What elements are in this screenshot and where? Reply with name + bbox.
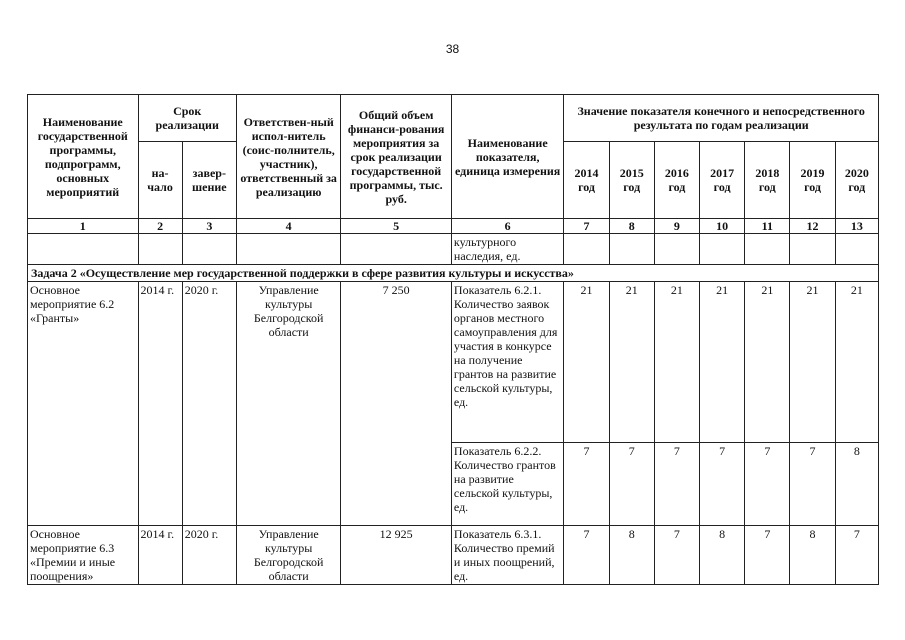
col-header-name: Наименование государственной программы, подпрограмм, основных мероприятий bbox=[28, 95, 139, 219]
column-number: 4 bbox=[236, 219, 340, 234]
column-number: 2 bbox=[138, 219, 182, 234]
continuation-row bbox=[28, 234, 879, 265]
indicator-text: Показатель 6.3.1. Количество премий и иных поощрений, ед. bbox=[451, 526, 564, 585]
header-row-1 bbox=[28, 95, 879, 142]
col-header-year: 2020 год bbox=[835, 142, 878, 219]
indicator-value: 7 bbox=[745, 443, 790, 526]
activity-name: Основное мероприятие 6.3 «Премии и иные поощрения» bbox=[28, 526, 139, 585]
funding: 12 925 bbox=[341, 526, 452, 585]
indicator-value: 8 bbox=[609, 526, 654, 585]
end-year: 2020 г. bbox=[182, 282, 236, 526]
start-year: 2014 г. bbox=[138, 526, 182, 585]
col-header-indicator: Наименование показателя, единица измерения bbox=[451, 95, 564, 219]
table-row bbox=[28, 526, 879, 585]
indicator-value: 7 bbox=[654, 526, 699, 585]
col-header-year: 2018 год bbox=[745, 142, 790, 219]
col-header-end: завер-шение bbox=[182, 142, 236, 219]
activity-name: Основное мероприятие 6.2 «Гранты» bbox=[28, 282, 139, 526]
column-number: 8 bbox=[609, 219, 654, 234]
indicator-value: 21 bbox=[609, 282, 654, 443]
col-header-start: на-чало bbox=[138, 142, 182, 219]
indicator-value: 21 bbox=[790, 282, 835, 443]
table-row bbox=[28, 282, 879, 443]
indicator-value: 7 bbox=[745, 526, 790, 585]
indicator-value: 8 bbox=[700, 526, 745, 585]
task-row bbox=[28, 265, 879, 282]
indicator-value: 7 bbox=[564, 443, 609, 526]
column-number-row bbox=[28, 219, 879, 234]
indicator-value: 7 bbox=[790, 443, 835, 526]
indicator-value: 7 bbox=[609, 443, 654, 526]
column-number: 13 bbox=[835, 219, 878, 234]
indicator-value: 7 bbox=[835, 526, 878, 585]
column-number: 7 bbox=[564, 219, 609, 234]
column-number: 9 bbox=[654, 219, 699, 234]
col-header-period: Срок реализации bbox=[138, 95, 236, 142]
indicator-value: 7 bbox=[654, 443, 699, 526]
indicator-value: 21 bbox=[745, 282, 790, 443]
indicator-value: 21 bbox=[835, 282, 878, 443]
col-header-year: 2019 год bbox=[790, 142, 835, 219]
col-header-year: 2014 год bbox=[564, 142, 609, 219]
funding: 7 250 bbox=[341, 282, 452, 526]
col-header-funding: Общий объем финанси-рования мероприятия за срок реализации государственной программы, тыс. руб. bbox=[341, 95, 452, 219]
col-header-year: 2017 год bbox=[700, 142, 745, 219]
end-year: 2020 г. bbox=[182, 526, 236, 585]
column-number: 11 bbox=[745, 219, 790, 234]
column-number: 5 bbox=[341, 219, 452, 234]
indicator-value: 7 bbox=[700, 443, 745, 526]
page-number: 38 bbox=[445, 42, 460, 56]
start-year: 2014 г. bbox=[138, 282, 182, 526]
indicator-text: Показатель 6.2.2. Количество грантов на развитие сельской культуры, ед. bbox=[451, 443, 564, 526]
column-number: 6 bbox=[451, 219, 564, 234]
indicator-value: 21 bbox=[654, 282, 699, 443]
executor: Управление культуры Белгородской области bbox=[236, 526, 340, 585]
indicator-text: Показатель 6.2.1. Количество заявок органов местного самоуправления для участия в конкурсе на получение грантов на развитие сельской культуры, ед. bbox=[451, 282, 564, 443]
indicator-value: 8 bbox=[835, 443, 878, 526]
col-header-executor: Ответствен-ный испол-нитель (соис-полнитель, участник), ответственный за реализацию bbox=[236, 95, 340, 219]
task-title: Задача 2 «Осуществление мер государственной поддержки в сфере развития культуры и искусства» bbox=[28, 265, 879, 282]
column-number: 10 bbox=[700, 219, 745, 234]
column-number: 12 bbox=[790, 219, 835, 234]
column-number: 3 bbox=[182, 219, 236, 234]
program-table bbox=[27, 94, 879, 585]
indicator-value: 21 bbox=[700, 282, 745, 443]
col-header-year: 2016 год bbox=[654, 142, 699, 219]
column-number: 1 bbox=[28, 219, 139, 234]
col-header-year: 2015 год bbox=[609, 142, 654, 219]
executor: Управление культуры Белгородской области bbox=[236, 282, 340, 526]
indicator-value: 21 bbox=[564, 282, 609, 443]
indicator-value: 7 bbox=[564, 526, 609, 585]
continuation-text: культурного наследия, ед. bbox=[451, 234, 564, 265]
col-header-values: Значение показателя конечного и непосредственного результата по годам реализации bbox=[564, 95, 879, 142]
indicator-value: 8 bbox=[790, 526, 835, 585]
